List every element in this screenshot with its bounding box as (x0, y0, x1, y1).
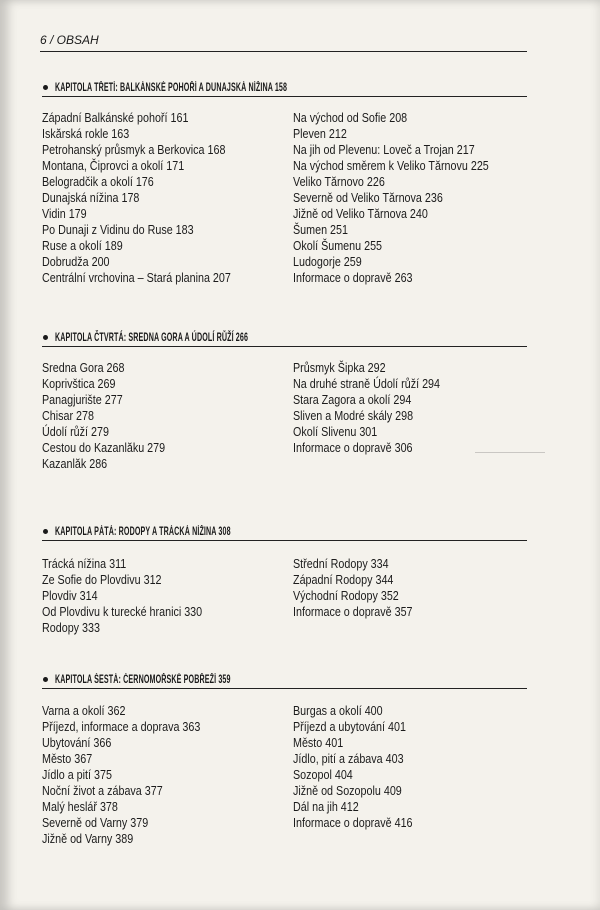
toc-entry[interactable]: Na druhé straně Údolí růží 294 (293, 377, 441, 391)
chapter-left-list (42, 556, 282, 636)
toc-entry[interactable]: Ze Sofie do Plovdivu 312 (42, 573, 162, 587)
chapter-right-list (293, 556, 533, 620)
toc-entry[interactable]: Chisar 278 (42, 409, 94, 423)
toc-entry[interactable]: Průsmyk Šipka 292 (293, 361, 386, 375)
toc-entry[interactable]: Ruse a okolí 189 (42, 239, 123, 253)
toc-entry[interactable]: Cestou do Kazanlăku 279 (42, 441, 166, 455)
toc-entry[interactable]: Varna a okolí 362 (42, 704, 126, 718)
toc-entry[interactable]: Na východ od Sofie 208 (293, 111, 408, 125)
toc-entry[interactable]: Od Plovdivu k turecké hranici 330 (42, 605, 203, 619)
toc-entry[interactable]: Okolí Šumenu 255 (293, 239, 383, 253)
toc-entry[interactable]: Montana, Čiprovci a okolí 171 (42, 159, 185, 173)
chapter-title: KAPITOLA ČTVRTÁ: SREDNA GORA A ÚDOLÍ RŮŽÍ 266 (55, 332, 249, 344)
chapter-heading (42, 326, 527, 347)
toc-entry[interactable]: Informace o dopravě 263 (293, 271, 413, 285)
toc-entry[interactable]: Burgas a okolí 400 (293, 704, 383, 718)
chapter-title: KAPITOLA ŠESTÁ: ČERNOMOŘSKÉ POBŘEŽÍ 359 (55, 674, 231, 686)
toc-entry[interactable]: Vidin 179 (42, 207, 87, 221)
toc-entry[interactable]: Město 401 (293, 736, 344, 750)
toc-entry[interactable]: Iskărská rokle 163 (42, 127, 130, 141)
toc-entry[interactable]: Informace o dopravě 416 (293, 816, 413, 830)
toc-entry[interactable]: Sredna Gora 268 (42, 361, 125, 375)
toc-entry[interactable]: Sliven a Modré skály 298 (293, 409, 414, 423)
toc-entry[interactable]: Jižně od Varny 389 (42, 832, 134, 846)
page-label: 6 / OBSAH (40, 33, 99, 47)
chapter-left-list (42, 110, 282, 286)
page-scuff-mark (475, 452, 545, 453)
toc-entry[interactable]: Trácká nížina 311 (42, 557, 127, 571)
chapter-right-list (293, 360, 533, 456)
toc-entry[interactable]: Veliko Tărnovo 226 (293, 175, 385, 189)
toc-entry[interactable]: Jižně od Sozopolu 409 (293, 784, 402, 798)
toc-entry[interactable]: Severně od Veliko Tărnova 236 (293, 191, 443, 205)
chapter-right-list (293, 703, 533, 831)
toc-entry[interactable]: Příjezd, informace a doprava 363 (42, 720, 201, 734)
toc-entry[interactable]: Jídlo, pití a zábava 403 (293, 752, 404, 766)
toc-entry[interactable]: Petrohanský průsmyk a Berkovica 168 (42, 143, 226, 157)
toc-entry[interactable]: Střední Rodopy 334 (293, 557, 389, 571)
toc-entry[interactable]: Na jih od Plevenu: Loveč a Trojan 217 (293, 143, 475, 157)
toc-entry[interactable]: Malý heslář 378 (42, 800, 118, 814)
bullet-icon (43, 677, 48, 682)
toc-entry[interactable]: Jídlo a pití 375 (42, 768, 112, 782)
toc-entry[interactable]: Východní Rodopy 352 (293, 589, 399, 603)
chapter-left-list (42, 703, 282, 847)
toc-entry[interactable]: Pleven 212 (293, 127, 347, 141)
toc-entry[interactable]: Okolí Slivenu 301 (293, 425, 378, 439)
toc-entry[interactable]: Dál na jih 412 (293, 800, 359, 814)
chapter-left-list (42, 360, 282, 472)
chapter-title: KAPITOLA PÁTÁ: RODOPY A TRÁCKÁ NÍŽINA 308 (55, 526, 231, 538)
toc-entry[interactable]: Severně od Varny 379 (42, 816, 149, 830)
chapter-heading (42, 668, 527, 689)
toc-entry[interactable]: Panagjurište 277 (42, 393, 123, 407)
bullet-icon (43, 335, 48, 340)
toc-entry[interactable]: Kazanlăk 286 (42, 457, 108, 471)
toc-entry[interactable]: Ludogorje 259 (293, 255, 362, 269)
bullet-icon (43, 529, 48, 534)
toc-entry[interactable]: Příjezd a ubytování 401 (293, 720, 406, 734)
toc-entry[interactable]: Ubytování 366 (42, 736, 112, 750)
toc-entry[interactable]: Centrální vrchovina – Stará planina 207 (42, 271, 231, 285)
bullet-icon (43, 85, 48, 90)
toc-entry[interactable]: Údolí růží 279 (42, 425, 109, 439)
chapter-heading (42, 520, 527, 541)
chapter-title: KAPITOLA TŘETÍ: BALKÁNSKÉ POHOŘÍ A DUNAJSKÁ NÍŽINA 158 (55, 82, 288, 94)
chapter-right-list (293, 110, 533, 286)
toc-entry[interactable]: Město 367 (42, 752, 93, 766)
page-header (40, 33, 527, 52)
toc-entry[interactable]: Šumen 251 (293, 223, 348, 237)
toc-entry[interactable]: Belogradčik a okolí 176 (42, 175, 154, 189)
toc-entry[interactable]: Západní Balkánské pohoří 161 (42, 111, 189, 125)
toc-entry[interactable]: Informace o dopravě 357 (293, 605, 413, 619)
toc-entry[interactable]: Informace o dopravě 306 (293, 441, 413, 455)
toc-entry[interactable]: Po Dunaji z Vidinu do Ruse 183 (42, 223, 194, 237)
toc-entry[interactable]: Dobrudža 200 (42, 255, 110, 269)
toc-entry[interactable]: Západní Rodopy 344 (293, 573, 394, 587)
toc-entry[interactable]: Koprivštica 269 (42, 377, 116, 391)
toc-entry[interactable]: Dunajská nížina 178 (42, 191, 140, 205)
toc-entry[interactable]: Sozopol 404 (293, 768, 353, 782)
toc-entry[interactable]: Plovdiv 314 (42, 589, 98, 603)
chapter-heading (42, 76, 527, 97)
toc-entry[interactable]: Na východ směrem k Veliko Tărnovu 225 (293, 159, 489, 173)
toc-entry[interactable]: Stara Zagora a okolí 294 (293, 393, 412, 407)
toc-entry[interactable]: Jižně od Veliko Tărnova 240 (293, 207, 428, 221)
toc-entry[interactable]: Noční život a zábava 377 (42, 784, 163, 798)
toc-entry[interactable]: Rodopy 333 (42, 621, 100, 635)
